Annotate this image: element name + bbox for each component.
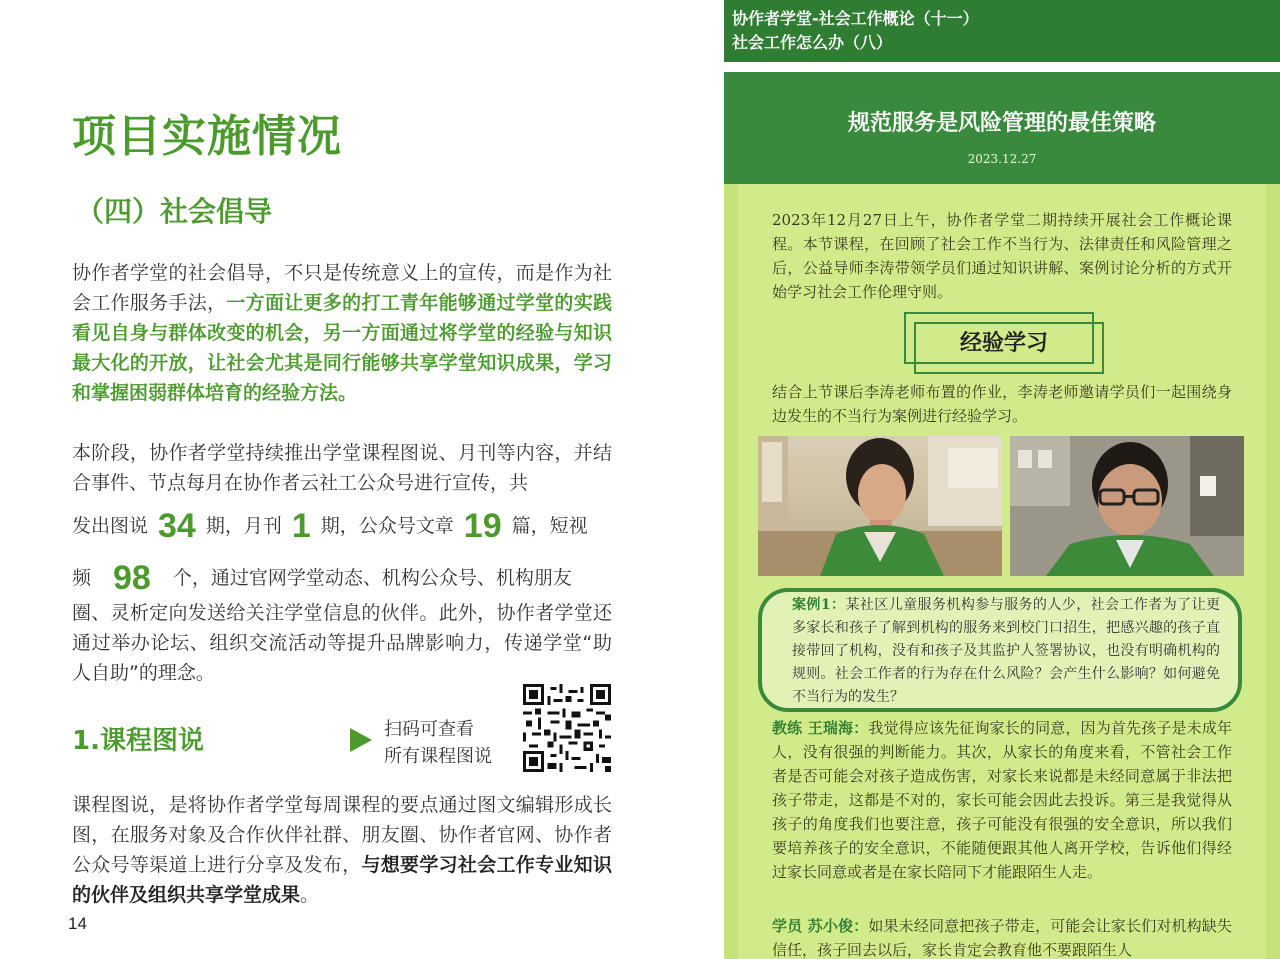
subsection-title: 1.课程图说 [72,726,204,756]
stats-line-2 [72,552,612,604]
speaker-student: 学员 苏小俊： [772,917,869,935]
stats-text: 发出图说 [72,515,149,537]
article-title: 规范服务是风险管理的最佳策略 [847,110,1156,136]
scan-line-1: 扫码可查看 [384,719,474,740]
stat-posters-count: 34 [158,507,196,545]
stats-text: 篇，短视 [511,515,588,537]
teacher-photo-icon [1010,436,1244,576]
student-comment [772,914,1232,959]
student-comment-text: 如果未经同意把孩子带走，可能会让家长们对机构缺失信任，孩子回去以后，家长肯定会教育他不要跟陌生人 [772,917,1232,959]
channels-paragraph: 圈、灵析定向发送给关注学堂信息的伙伴。此外，协作者学堂还通过举办论坛、组织交流活动等提升品牌影响力，传递学堂“助人自助”的理念。 [72,602,612,684]
stats-text: 个，通过官网学堂动态、机构公众号、机构朋友 [172,567,572,589]
topbar-series: 协作者学堂-社会工作概论（十一） [732,9,979,28]
divider [724,62,1280,72]
class-photo-student [758,436,1002,576]
case-text [792,594,1220,709]
student-photo-icon [758,436,1002,576]
advocacy-highlight: 一方面让更多的打工青年能够通过学堂的实践看见自身与群体改变的机会，另一方面通过将学堂的经验与知识最大化的开放，让社会尤其是同行能够共享学堂知识成果，学习和掌握困弱群体培育的经验方法。 [72,292,612,404]
article-intro: 2023年12月27日上午，协作者学堂二期持续开展社会工作概论课程。本节课程，在回顾了社会工作不当行为、法律责任和风险管理之后，公益导师李涛带领学员们通过知识讲解、案例讨论分析的方式开始学习社会工作伦理守则。 [772,211,1232,301]
class-photo-teacher [1010,436,1244,576]
posters-paragraph [72,790,612,910]
stat-articles-count: 19 [463,507,502,545]
stat-videos-count: 98 [113,559,151,597]
coach-comment [772,716,1232,884]
article-topbar [724,0,1280,62]
advocacy-paragraph [72,258,612,408]
stats-line-1 [72,500,612,552]
stat-monthly-count: 1 [291,507,311,545]
page-number: 14 [68,914,87,933]
scan-line-2: 所有课程图说 [384,746,492,767]
stats-text: 期，月刊 [205,515,282,537]
right-page [724,0,1280,959]
page-title: 项目实施情况 [72,111,342,162]
case-description: 某社区儿童服务机构参与服务的人少，社会工作者为了让更多家长和孩子了解到机构的服务来到校门口招生，把感兴趣的孩子直接带回了机构，没有和孩子及其监护人签署协议，也没有明确机构的规则。社会工作者的行为存在什么风险？会产生什么影响？如何避免不当行为的发生？ [792,597,1220,705]
qr-code-icon[interactable] [522,684,612,772]
play-arrow-icon [350,728,372,752]
posters-end: 。 [300,884,320,906]
scan-caption [384,716,492,770]
case-label: 案例1： [792,597,846,613]
stage-paragraph: 本阶段，协作者学堂持续推出学堂课程图说、月刊等内容，并结合事件、节点每月在协作者云社工公众号进行宣传，共 [72,442,612,494]
article-date: 2023.12.27 [967,152,1037,166]
topbar-subtitle: 社会工作怎么办（八） [732,33,893,52]
stats-text: 期，公众号文章 [320,515,454,537]
posters-text: 课程图说，是将协作者学堂每周课程的要点通过图文编辑形成长图，在服务对象及合作伙伴社群、朋友圈、协作者官网、协作者公众号等渠道上进行分享及发布， [72,794,612,876]
stats-block [72,500,612,604]
advocacy-text: 协作者学堂的社会倡导，不只是传统意义上的宣传，而是作为社会工作服务手法， [72,262,612,314]
posters-highlight: 与想要学习社会工作专业知识的伙伴及组织共享学堂成果 [72,854,612,906]
speaker-coach: 教练 王瑞海： [772,719,869,737]
section-badge: 经验学习 [959,330,1048,356]
section-title: （四）社会倡导 [76,195,273,228]
experience-intro: 结合上节课后李涛老师布置的作业，李涛老师邀请学员们一起围绕身边发生的不当行为案例进行经验学习。 [772,383,1232,425]
stats-text: 频 [72,567,92,589]
coach-comment-text: 我觉得应该先征询家长的同意，因为首先孩子是未成年人，没有很强的判断能力。其次，从家长的角度来看，不管社会工作者是否可能会对孩子造成伤害，对家长来说都是未经同意属于非法把孩子带走，这都是不对的，家长可能会因此去投诉。第三是我觉得从孩子的角度我们也要注意，孩子可能没有很强的安全意识，所以我们要培养孩子的安全意识，不能随便跟其他人离开学校，告诉他们得经过家长同意或者是在家长陪同下才能跟陌生人走。 [772,719,1232,881]
